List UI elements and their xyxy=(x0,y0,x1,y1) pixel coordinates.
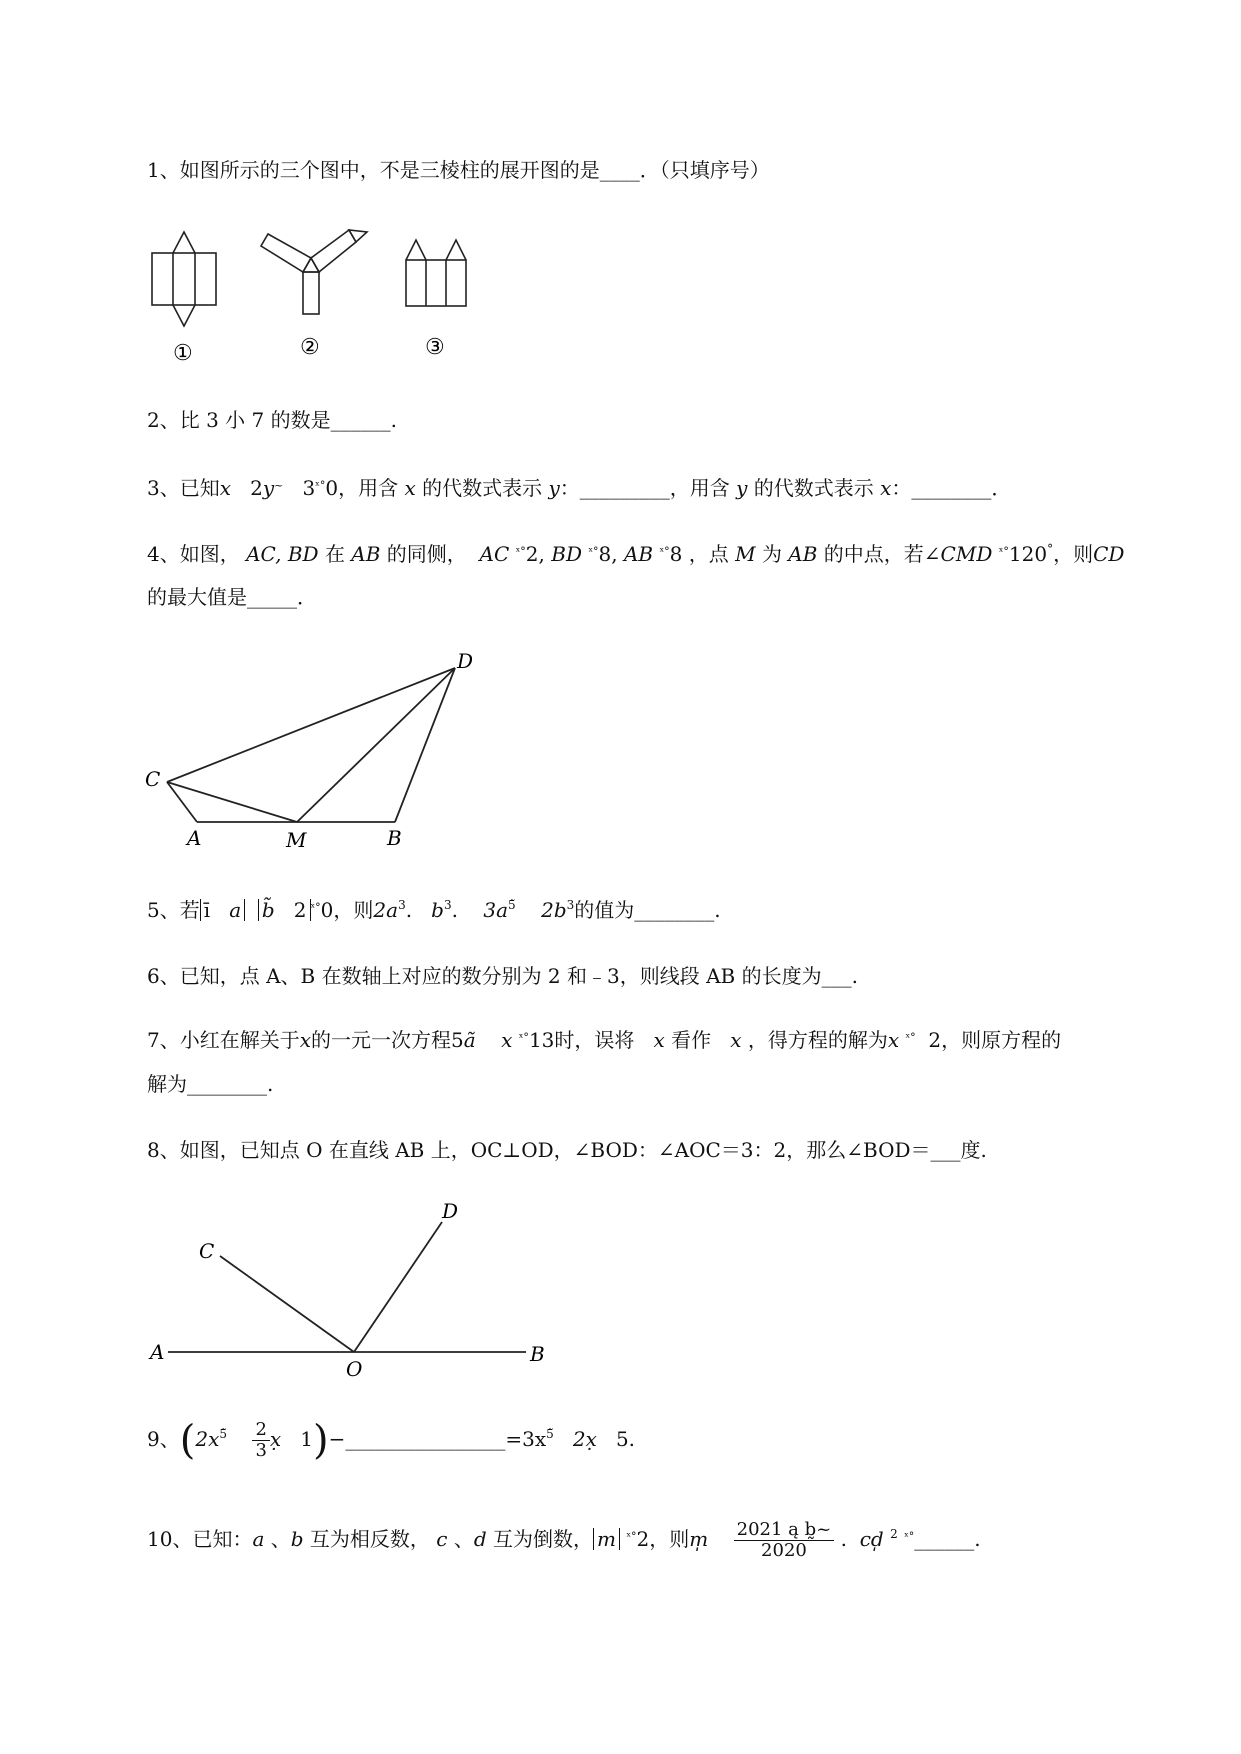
q9-fnum: 2 xyxy=(252,1420,269,1441)
q9-minus: − xyxy=(328,1427,346,1451)
q9-rparen: ) xyxy=(312,1417,329,1464)
q4-cond-v3: 8 xyxy=(669,542,683,566)
q4-angle-val: 120 xyxy=(1008,542,1048,566)
q4-cond-rel3: ˣ° xyxy=(659,545,670,558)
q3-eq-y: y xyxy=(262,476,275,500)
q7-mid1: 的一元一次方程 xyxy=(311,1028,452,1052)
q5-rel: ˣ° xyxy=(310,901,321,914)
q9-r3: 5 xyxy=(615,1427,629,1451)
q4-seg1: AC, BD xyxy=(246,542,319,566)
prism-net-figures xyxy=(140,220,480,370)
q3-var-x2: x xyxy=(880,476,892,500)
q4-cond-rel1: ˣ° xyxy=(515,545,526,558)
q4-cond-v2: 8, xyxy=(598,542,624,566)
q5-abs1 xyxy=(200,899,245,921)
q5-t1: ī xyxy=(203,898,211,922)
q10-rel2: ˣ° xyxy=(904,1530,915,1543)
figure-label-2: ② xyxy=(300,335,320,360)
q10-prefix: 10、已知： xyxy=(147,1527,253,1551)
q9-t3: 1 xyxy=(300,1427,313,1451)
question-7-line2 xyxy=(147,1070,273,1098)
q5-e3: 3a xyxy=(483,898,509,922)
q7-sol-x: x xyxy=(887,1028,900,1052)
q3-var-x: x xyxy=(404,476,416,500)
q3-eq-tilde: ~ xyxy=(274,479,284,492)
q5-e2: b xyxy=(431,898,444,922)
q5-dot2: . xyxy=(451,898,458,922)
q5-abs2 xyxy=(258,899,311,921)
q4-cond-ab: AB xyxy=(623,542,654,566)
q5-e2s: 3 xyxy=(443,898,452,912)
net-figure-2 xyxy=(261,230,367,314)
q3-eq-0: 0 xyxy=(325,476,339,500)
q10-abs-m: m xyxy=(593,1528,620,1550)
q10-fden: 2020 xyxy=(761,1540,807,1561)
net-figure-3 xyxy=(406,240,466,306)
question-7 xyxy=(147,1026,1061,1058)
label-o: O xyxy=(346,1357,363,1381)
q7-end: ，则原方程的 xyxy=(941,1028,1062,1052)
q10-m: m̩ xyxy=(689,1527,709,1551)
q5-end: 的值为________. xyxy=(574,898,721,922)
q4-angle: ∠CMD xyxy=(923,542,993,566)
q3-end: ：________． xyxy=(891,476,1012,500)
question-9 xyxy=(147,1417,636,1464)
label-b: B xyxy=(530,1342,545,1366)
net-figure-1 xyxy=(152,232,216,326)
q4-seg4: CD xyxy=(1093,542,1125,566)
q4-figure xyxy=(135,640,495,860)
q7-var2: x xyxy=(653,1028,665,1052)
q9-blank: ________________ xyxy=(345,1427,506,1451)
q10-sep1: 、 xyxy=(270,1527,291,1551)
q4-cond-bd: BD xyxy=(551,542,582,566)
q10-vd: d xyxy=(473,1527,487,1551)
q9-r2: 2x̣ xyxy=(572,1427,597,1451)
q7-prefix: 7、小红在解关于 xyxy=(147,1028,300,1052)
q4-mid3: ，点 xyxy=(688,542,729,566)
figure-label-1: ① xyxy=(173,341,193,366)
q8-figure xyxy=(140,1190,560,1390)
question-4-line2 xyxy=(147,583,317,611)
q5-e3s: 5̃ xyxy=(508,898,516,912)
ray-oc xyxy=(220,1256,354,1352)
label-d: D xyxy=(442,1199,459,1223)
label-a: A xyxy=(150,1340,165,1364)
q7-eq-5: 5 xyxy=(451,1028,464,1052)
q10-cd: cd̩ xyxy=(859,1527,884,1551)
q7-eq-rel: ˣ° xyxy=(518,1031,529,1044)
q7-eq-13: 13 xyxy=(528,1028,555,1052)
q10-fnum: 2021 ą b̰~ xyxy=(734,1520,835,1541)
question-8 xyxy=(147,1136,987,1164)
q4-prefix: 4、如图， xyxy=(147,542,240,566)
q5-t2: b̃ xyxy=(261,898,275,922)
q9-fraction xyxy=(252,1420,269,1461)
q4-pt-m: M xyxy=(735,542,756,566)
label-b: B xyxy=(387,826,402,850)
label-d: D xyxy=(457,649,474,673)
question-8-text: 8、如图，已知点 O 在直线 AB 上，OC⊥OD，∠BOD：∠AOC＝3：2，那么∠BOD＝___度. xyxy=(147,1138,987,1162)
q3-eq-rel: ˣ° xyxy=(315,479,326,492)
label-c: C xyxy=(199,1239,215,1263)
label-c: C xyxy=(145,767,161,791)
segment-bd xyxy=(395,668,455,822)
q3-var-y: y xyxy=(548,476,560,500)
q10-sep2: 、 xyxy=(453,1527,474,1551)
q10-vc: c xyxy=(436,1527,448,1551)
label-m: M xyxy=(286,828,307,852)
q3-mid3: ：_________，用含 xyxy=(559,476,730,500)
q7-sol-v: 2 xyxy=(928,1028,942,1052)
figure-label-3: ③ xyxy=(425,335,445,360)
q9-lparen: ( xyxy=(179,1417,196,1464)
q9-end: . xyxy=(628,1427,636,1451)
q4-cond-v1: 2, xyxy=(525,542,552,566)
q4-mid4: 为 xyxy=(761,542,782,566)
q10-vb: b xyxy=(290,1527,304,1551)
q10-dot: . xyxy=(840,1527,847,1551)
question-5 xyxy=(147,896,721,928)
q5-dot1: . xyxy=(405,898,413,922)
question-2-text: 2、比 3 小 7 的数是______. xyxy=(147,408,397,432)
q9-eq: =3x xyxy=(505,1427,547,1451)
q5-e1s: 3 xyxy=(398,898,406,912)
q4-mid5: 的中点，若 xyxy=(823,542,924,566)
q10-rel: ˣ° xyxy=(626,1530,637,1543)
q4-angle-rel: ˣ° xyxy=(998,545,1009,558)
q3-eq-x: x xyxy=(219,476,232,500)
q5-mid: ，则 xyxy=(333,898,374,922)
q10-mid3: ，则 xyxy=(649,1527,690,1551)
question-3 xyxy=(147,474,1011,506)
q10-val: 2 xyxy=(636,1527,650,1551)
q3-eq-2: 2 xyxy=(250,476,263,500)
q3-eq-3: 3 xyxy=(302,476,316,500)
q7-mid2: 时，误将 xyxy=(554,1028,635,1052)
q4-line2: 的最大值是_____． xyxy=(147,585,317,609)
segment-md xyxy=(297,668,455,822)
question-2 xyxy=(147,406,397,434)
q5-zero: 0 xyxy=(320,898,334,922)
q4-seg2: AB xyxy=(351,542,381,566)
q7-var3: x xyxy=(730,1028,742,1052)
q4-mid1: 在 xyxy=(324,542,345,566)
q3-mid4: 的代数式表示 xyxy=(753,476,874,500)
question-10 xyxy=(147,1520,981,1561)
q10-va: a xyxy=(252,1527,265,1551)
q7-eq-a: ã xyxy=(463,1028,476,1052)
q5-e4s: 3 xyxy=(566,898,575,912)
question-1 xyxy=(147,156,770,184)
question-1-text: 1、如图所示的三个图中，不是三棱柱的展开图的是____．（只填序号） xyxy=(147,158,770,182)
q5-prefix: 5、若 xyxy=(147,898,200,922)
q9-rs: 5̃ xyxy=(546,1427,554,1441)
label-a: A xyxy=(187,826,202,850)
q5-e4: 2b xyxy=(541,898,567,922)
q7-mid4: ，得方程的解为 xyxy=(747,1028,888,1052)
question-4 xyxy=(147,540,1124,572)
q4-mid2: 的同侧， xyxy=(386,542,467,566)
q10-end: ______. xyxy=(914,1527,981,1551)
q4-seg3: AB xyxy=(788,542,818,566)
question-6 xyxy=(147,962,858,990)
q7-var: x xyxy=(299,1028,312,1052)
q10-mid2: 互为倒数， xyxy=(493,1527,594,1551)
q3-prefix: 3、已知 xyxy=(147,476,220,500)
q7-sol-rel: ˣ° xyxy=(905,1031,916,1044)
q9-t2: x̣ xyxy=(269,1427,282,1451)
q10-fraction xyxy=(734,1520,835,1561)
q4-mid6: ，则 xyxy=(1053,542,1094,566)
q9-t1: 2x xyxy=(195,1427,220,1451)
ray-od xyxy=(354,1222,442,1352)
q5-t2b: 2 xyxy=(293,898,307,922)
segment-cm xyxy=(167,782,297,822)
q9-fden: 3 xyxy=(255,1440,267,1461)
q5-t1b: a xyxy=(229,898,242,922)
q3-mid1: ，用含 xyxy=(338,476,399,500)
q5-e1: 2a xyxy=(373,898,399,922)
q9-t1s: 5̃ xyxy=(219,1427,227,1441)
q3-var-y2: y xyxy=(736,476,748,500)
q10-mid1: 互为相反数， xyxy=(309,1527,430,1551)
q4-cond-rel2: ˣ° xyxy=(588,545,599,558)
q9-prefix: 9、 xyxy=(147,1427,180,1451)
q10-cds: 2 xyxy=(890,1527,898,1541)
q4-cond-ac: AC xyxy=(479,542,510,566)
q7-mid3: 看作 xyxy=(671,1028,712,1052)
q3-mid2: 的代数式表示 xyxy=(422,476,543,500)
q7-eq-x: x xyxy=(501,1028,513,1052)
q7-line2: 解为________. xyxy=(147,1072,274,1096)
segment-cd xyxy=(167,668,455,782)
question-6-text: 6、已知，点 A、B 在数轴上对应的数分别为 2 和﹣3，则线段 AB 的长度为___. xyxy=(147,964,858,988)
q4-deg: ° xyxy=(1047,542,1054,556)
segment-ca xyxy=(167,782,197,822)
